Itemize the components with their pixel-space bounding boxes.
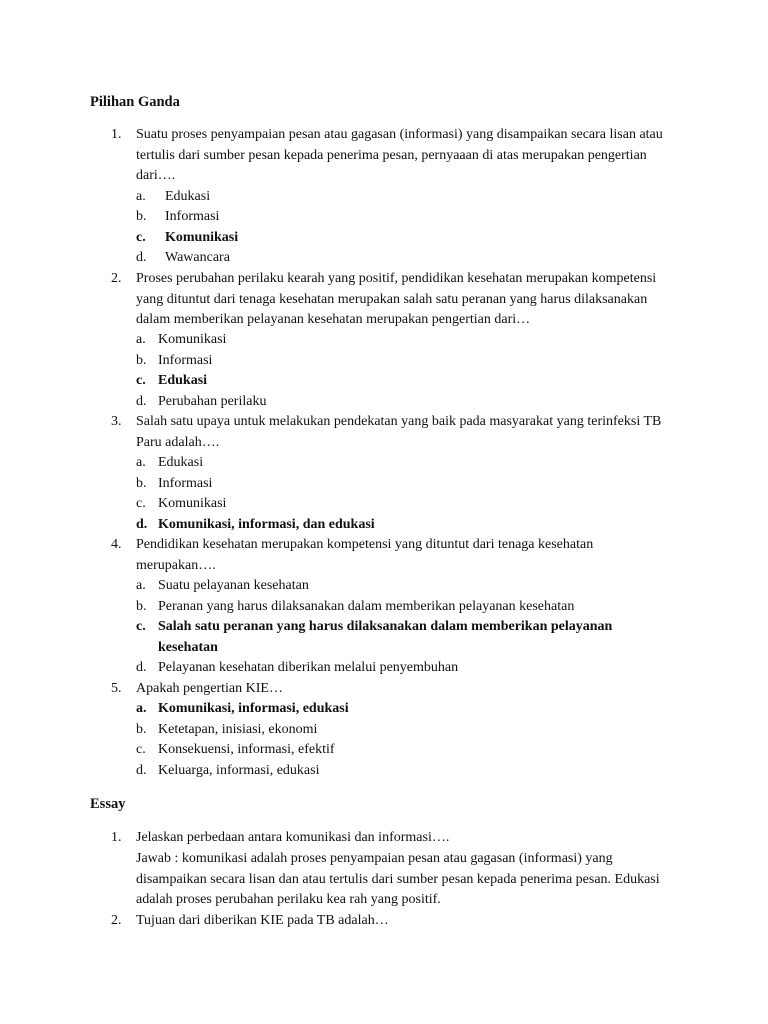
question-number: 4. bbox=[111, 537, 122, 552]
question-number: 1. bbox=[111, 127, 122, 142]
option-text: Komunikasi, informasi, dan edukasi bbox=[158, 517, 375, 532]
option-letter: c. bbox=[136, 496, 146, 511]
question-number: 2. bbox=[111, 913, 122, 928]
question-text: Apakah pengertian KIE… bbox=[136, 681, 283, 696]
option-text: Komunikasi bbox=[165, 230, 239, 245]
option-text: Edukasi bbox=[165, 189, 211, 204]
option-text: Informasi bbox=[158, 353, 213, 368]
option-letter: d. bbox=[136, 660, 147, 675]
section-heading-essay: Essay bbox=[90, 796, 126, 812]
option-letter: a. bbox=[136, 455, 146, 470]
option-letter: c. bbox=[136, 230, 146, 245]
option-letter: b. bbox=[136, 476, 147, 491]
option-letter: a. bbox=[136, 701, 147, 716]
option-text: Suatu pelayanan kesehatan bbox=[158, 578, 309, 593]
option-letter: d. bbox=[136, 250, 147, 265]
option-text: Komunikasi bbox=[158, 332, 227, 347]
option-text: Wawancara bbox=[165, 250, 230, 265]
option-letter: c. bbox=[136, 742, 146, 757]
question-number: 1. bbox=[111, 830, 122, 845]
question-number: 2. bbox=[111, 271, 122, 286]
option-letter: d. bbox=[136, 517, 148, 532]
option-text: Pelayanan kesehatan diberikan melalui penyembuhan bbox=[158, 660, 459, 675]
option-text: Perubahan perilaku bbox=[158, 394, 267, 409]
option-text: Salah satu peranan yang harus dilaksanakan dalam memberikan pelayanan kesehatan bbox=[158, 619, 613, 655]
option-text: Edukasi bbox=[158, 455, 204, 470]
option-letter: a. bbox=[136, 189, 146, 204]
option-letter: d. bbox=[136, 763, 147, 778]
option-text: Informasi bbox=[158, 476, 213, 491]
question-text: Pendidikan kesehatan merupakan kompetensi yang dituntut dari tenaga kesehatan merupakan…. bbox=[136, 537, 594, 573]
option-text: Informasi bbox=[165, 209, 220, 224]
question-number: 5. bbox=[111, 681, 122, 696]
section-heading-multiple-choice: Pilihan Ganda bbox=[90, 94, 180, 110]
option-letter: b. bbox=[136, 722, 147, 737]
option-text: Ketetapan, inisiasi, ekonomi bbox=[158, 722, 318, 737]
option-letter: d. bbox=[136, 394, 147, 409]
option-text: Komunikasi bbox=[158, 496, 227, 511]
question-number: 3. bbox=[111, 414, 122, 429]
option-text: Edukasi bbox=[158, 373, 208, 388]
question-text: Salah satu upaya untuk melakukan pendekatan yang baik pada masyarakat yang terinfeksi TB Paru adalah…. bbox=[136, 414, 662, 450]
option-letter: b. bbox=[136, 353, 147, 368]
option-text: Keluarga, informasi, edukasi bbox=[158, 763, 320, 778]
option-letter: c. bbox=[136, 619, 146, 634]
question-text: Tujuan dari diberikan KIE pada TB adalah… bbox=[136, 913, 389, 928]
question-text: Proses perubahan perilaku kearah yang positif, pendidikan kesehatan merupakan kompetensi yang dituntut dari tenaga kesehatan merupakan salah satu peranan yang harus dilaksanakan dalam memberikan pelayanan kesehatan merupakan pengertian dari… bbox=[136, 271, 657, 327]
option-letter: c. bbox=[136, 373, 146, 388]
option-letter: b. bbox=[136, 209, 147, 224]
question-text: Suatu proses penyampaian pesan atau gagasan (informasi) yang disampaikan secara lisan atau tertulis dari sumber pesan kepada penerima pesan, pernyaaan di atas merupakan pengertian dari…. bbox=[136, 127, 663, 183]
option-letter: a. bbox=[136, 578, 146, 593]
option-text: Konsekuensi, informasi, efektif bbox=[158, 742, 335, 757]
option-letter: b. bbox=[136, 599, 147, 614]
essay-answer-1: Jawab : komunikasi adalah proses penyampaian pesan atau gagasan (informasi) yang disampaikan secara lisan dan atau tertulis dari sumber pesan kepada penerima pesan. Edukasi adalah proses perubahan perilaku kea rah yang positif. bbox=[136, 851, 660, 907]
option-letter: a. bbox=[136, 332, 146, 347]
question-text: Jelaskan perbedaan antara komunikasi dan informasi…. bbox=[136, 830, 450, 845]
option-text: Peranan yang harus dilaksanakan dalam memberikan pelayanan kesehatan bbox=[158, 599, 575, 614]
option-text: Komunikasi, informasi, edukasi bbox=[158, 701, 349, 716]
